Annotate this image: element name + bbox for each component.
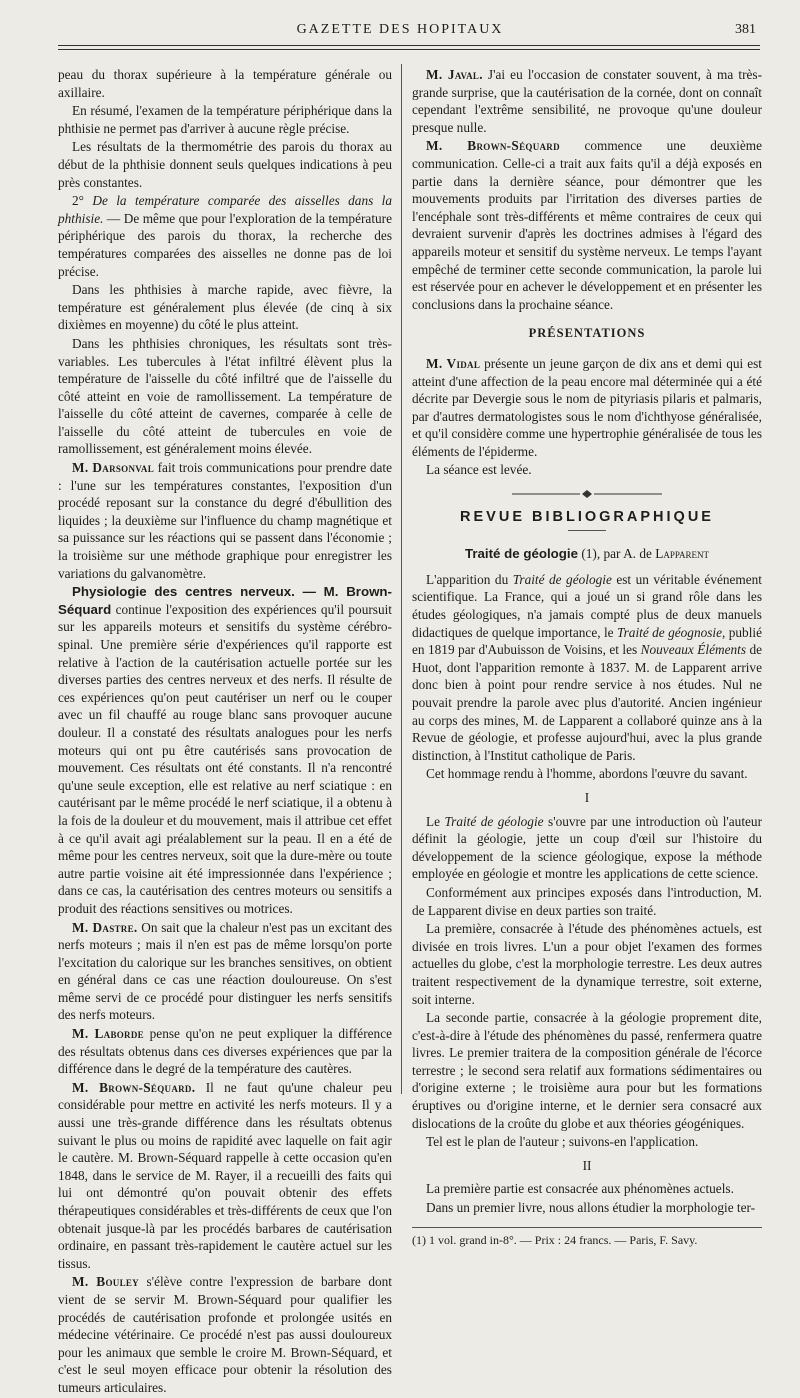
paragraph [412,66,762,136]
paragraph: En résumé, l'examen de la température périphérique dans la phthisie ne permet pas d'arriver à aucune règle précise. [58,103,392,136]
paragraph: Dans les phthisies à marche rapide, avec fièvre, la température est généralement plus élevée (de cinq à six dixièmes en moyenne) du côté le plus atteint. [58,282,392,333]
speaker-name: M. Javal. [426,67,483,82]
book-heading [412,545,762,563]
section-heading-presentations: PRÉSENTATIONS [528,326,646,341]
header-rule [58,45,760,46]
paragraph: peau du thorax supérieure à la température générale ou axillaire. [58,67,392,100]
paragraph-text: pense qu'on ne peut expliquer la différence des résultats obtenus dans ces diverses expériences que par la différence dans le degré de la température des cautères. [58,1026,392,1077]
paragraph [58,192,392,280]
italic-title: Nouveaux Éléments [640,642,746,658]
speaker-name: M. Brown-Séquard. [72,1079,196,1095]
paragraph: Dans les phthisies chroniques, les résultats sont très-variables. Les tubercules à l'état infiltré élèvent plus la température de l'aisselle du côté infiltré que de l'aisselle du côté atteint en voie de ramollissement. La température de l'aisselle du côté atteint de cavernes, comparée à celle de l'aisselle du côté atteint de tubercules en voie de ramollissement, est généralement moins élevée. [58,335,392,457]
paragraph: La première, consacrée à l'étude des phénomènes actuels, est divisée en trois livres. L'un a pour objet l'examen des formes actuelles du globe, c'est la morphologie terrestre. Les deux autres traitent respectivement de la dynamique terrestre, soit externe, soit interne. [412,921,762,1007]
text-run: , publié en 1819 par d'Aubuisson de Voisins, et les [412,624,762,658]
header-rule-thin [58,49,760,50]
speaker-name: M. Dastre. [72,919,138,935]
page-number: 381 [735,22,756,37]
paragraph [412,137,762,313]
paragraph-text: J'ai eu l'occasion de constater souvent, à ma très-grande surprise, que la cautérisation de la cornée, dont on connaît cependant l'extrême sensibilité, ne provoque qu'une douleur presque nulle. [412,67,762,135]
column-divider [401,64,402,1094]
journal-title: GAZETTE DES HOPITAUX [296,22,504,37]
paragraph [58,583,392,917]
book-author: Lapparent [655,546,710,562]
left-column [58,66,392,1398]
text-run: de Huot, dont l'apparition remonte à 1837. M. de Lapparent arrive donc bien à point pour rendre service à nos études. Nul ne pouvait prendre la parole avec plus d'autorité. Ancien ingénieur au corps des mines, M. de Lapparent a collaboré quinze ans à la Revue de géologie, et professe aujourd'hui, avec la plus grande distinction, à l'Institut catholique de Paris. [412,642,763,763]
italic-title: Traité de géologie [444,813,544,829]
paragraph-text: — De même que pour l'exploration de la température périphérique des parois du thorax, la recherche des températures comparées des aisselles ne donne pas de loi précise. [58,210,392,279]
text-run: s'ouvre par une introduction où l'auteur définit la géologie, jette un coup d'œil sur l'histoire du développement de la science géologique, expose la méthode employée en géologie et montre les applications de cette science. [412,813,763,882]
paragraph-text: On sait que la chaleur n'est pas un excitant des nerfs moteurs ; mais il n'en est pas de même lorsqu'on porte l'excitation du calorique sur les branches sensitives, on obtient en général dans ce cas une réaction douloureuse. On s'est même servi de ce procédé pour distinguer les nerfs sensitifs des nerfs moteurs. [58,919,392,1023]
roman-numeral: II [582,1157,592,1173]
book-reference: (1), par A. de [578,546,656,562]
paragraph: La première partie est consacrée aux phénomènes actuels. [426,1181,734,1197]
paragraph: Conformément aux principes exposés dans l'introduction, M. de Lapparent divise en deux parties son traité. [412,884,762,918]
paragraph: Tel est le plan de l'auteur ; suivons-en l'application. [426,1134,699,1150]
paragraph: Les résultats de la thermométrie des parois du thorax au début de la phthisie donnent seuls quelques indications à peu près constantes. [58,139,392,190]
footnote: (1) 1 vol. grand in-8°. — Prix : 24 francs. — Paris, F. Savy. [412,1232,698,1247]
ornament-icon [512,490,662,498]
paragraph [58,919,392,1025]
section-heading-revue: REVUE BIBLIOGRAPHIQUE [460,508,714,525]
italic-title: Traité de géologie [512,571,612,587]
paragraph [412,813,762,883]
paragraph-text: commence une deuxième communication. Celle-ci a trait aux faits qu'il a déjà exposés en partie dans la dernière séance, pour démontrer que les mouvements produits par l'irritation des diverses parties de l'encéphale sont très-différents et même contraires de ceux qui devraient survenir d'après les doctrines admises à l'égard des appareils moteur et sensitif du système nerveux. Le temps l'ayant empêché de terminer cette seconde communication, la parole lui est réservée pour en achever le développement et en présenter les conclusions dans la prochaine séance. [412,138,762,312]
speaker-name: M. Laborde [72,1026,144,1042]
speaker-name: M. Bouley [72,1274,139,1290]
paragraph [58,1025,392,1078]
roman-numeral: I [584,789,590,805]
paragraph-text: fait trois communications pour prendre date : l'une sur les températures constantes, l'exposition d'un procédé reposant sur la constance du degré d'ébullition des liquides ; la deuxième sur l'influence du champ magnétique et sa puissance sur les réactions qui se passent dans l'économie ; la troisième sur une méthode graphique pour enregistrer les variations du galvanomètre. [58,460,392,581]
section-number: 2° [72,193,93,209]
paragraph-text: présente un jeune garçon de dix ans et demi qui est atteint d'une affection de la peau encore mal déterminée qui a été décrite par Devergie sous le nom de pityriasis pilaris et palmaris, par d'autres dermatologistes sous le nom d'ichthyose généralisée, et qu'il considère comme une hypertrophie généralisée de tous les éléments de l'épiderme. [412,355,762,459]
italic-title: Traité de géognosie [616,624,723,640]
speaker-name: M. Vidal [426,355,481,371]
paragraph: Dans un premier livre, nous allons étudier la morphologie ter- [426,1200,756,1216]
page-header [0,0,800,56]
section-heading: De la température comparée des aisselles dans la phthisie. [58,193,392,226]
paragraph [412,571,762,765]
text-run: L'apparition du [426,571,513,587]
footnote-rule [412,1227,762,1228]
speaker-name: M. Darsonval [72,460,155,476]
paragraph: La seconde partie, consacrée à la géologie proprement dite, c'est-à-dire à l'étude des phénomènes du passé, renfermera quatre livres. Le premier traitera de la composition générale de l'écorce terrestre ; le second sera relatif aux formations sédimentaires ou d'origine externe ; le troisième aura pour but les formations éruptives ou d'origine interne, et le dernier sera consacré aux dislocations de la croûte du globe et aux théories géogéniques. [412,1010,762,1131]
text-run: Le [426,813,445,829]
paragraph-text: Il ne faut qu'une chaleur peu considérable pour mettre en activité les nerfs moteurs. Il y a aussi une très-grande différence dans les résultats obtenus suivant le plus ou moins de rapidité avec laquelle on fait agir le cautère. M. Brown-Séquard rappelle à cette occasion qu'en 1848, dans le service de M. Rayer, il a recueilli des faits qui lui ont démontré qu'on pouvait obtenir des effets thérapeutiques considérables et très-différents de ceux que l'on obtenait jusque-là par les procédés barbares de cautérisation ordinaire, en passant très-rapidement le cautère actuel sur les tissus. [58,1079,392,1271]
paragraph [58,1273,392,1396]
paragraph: La séance est levée. [426,462,532,478]
paragraph-text: continue l'exposition des expériences qu'il poursuit sur les appareils moteurs et sensitifs du système cérébro-spinal. Une première série d'expériences qu'il rapporte est relative à l'action de la cautérisation actuelle portée sur les diverses parties des centres nerveux et des nerfs. Il résulte de ces expériences qu'on peut cautériser un nerf ou le couper avec un fil chauffé au rouge blanc sans provoquer aucune douleur. Il a constaté des résultats analogues pour les nerfs moteurs qui ont pu être cautérisés sans provocation de mouvement. Ces résultats ont été constants. Il n'a rencontré qu'une seule exception, elle est relative au nerf sciatique : en cautérisant par le même procédé le nerf sciatique, il a obtenu à la fois de la douleur et du mouvement, mais il attribue cet effet à ce qu'il avait agi préalablement sur la peau. Il en a été de même pour les centres nerveux, soit que la dure-mère ou toute autre partie voisine ait été impressionnée dans l'expérience ; dans ce cas, la cautérisation des centres moteurs ou sensitifs a produit des réactions sensitives ou motrices. [58,601,392,916]
paragraph [58,459,392,582]
paragraph-text: s'élève contre l'expression de barbare dont vient de se servir M. Brown-Séquard pour qualifier les procédés de cautérisation profonde et prolongée usités en médecine vétérinaire. Ce procédé n'est pas aussi douloureux pour les animaux que semble le croire M. Brown-Séquard, et c'est le seul moyen efficace pour obtenir la résolution des tumeurs articulaires. [58,1274,392,1395]
text-run: est un véritable événement scientifique. La France, qui a joué un si grand rôle dans les études géologiques, n'a jamais compté plus de deux manuels didactiques de quelque importance, le [412,571,763,640]
section-heading: Physiologie des centres nerveux. — M. Brown-Séquard [58,584,392,617]
paragraph [58,1079,392,1273]
paragraph: Cet hommage rendu à l'homme, abordons l'œuvre du savant. [426,766,748,782]
speaker-name: M. Brown-Séquard [426,138,560,154]
ornament-divider [412,485,762,503]
short-rule [568,530,606,531]
book-title: Traité de géologie [464,546,579,562]
paragraph [412,355,762,461]
right-column [412,66,762,1250]
